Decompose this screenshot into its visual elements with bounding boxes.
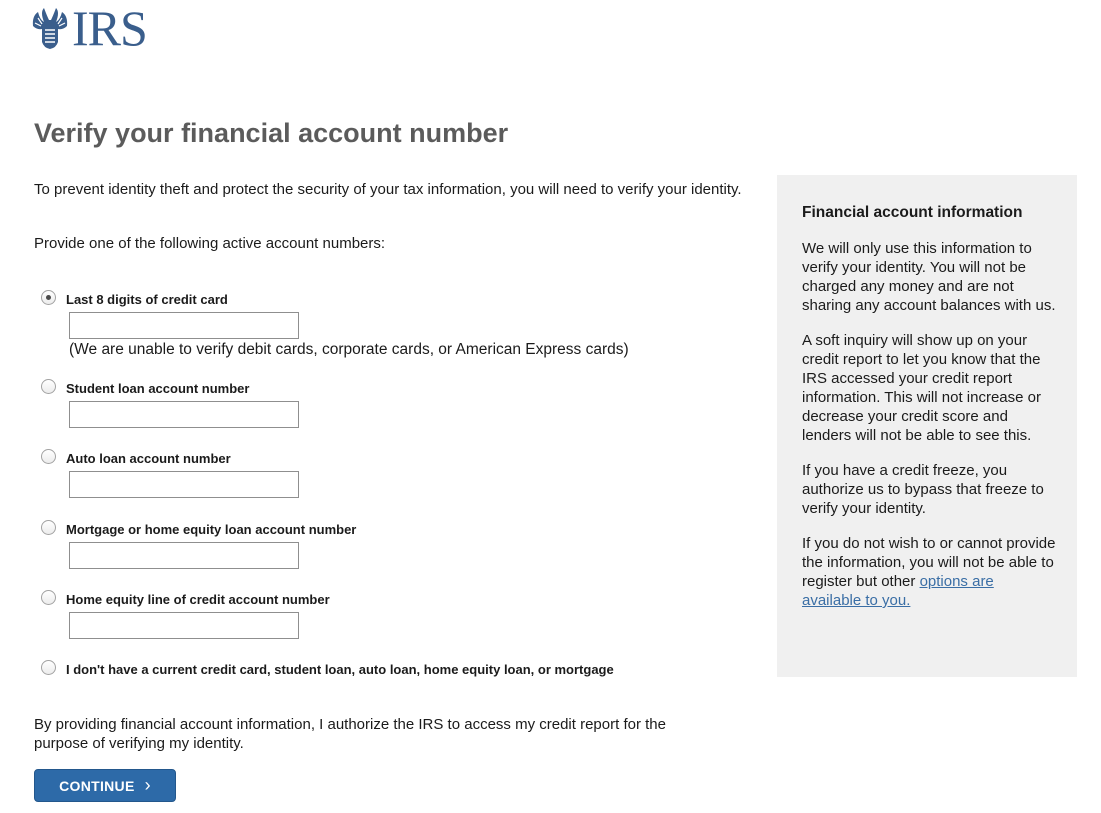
sidebar-paragraph: If you have a credit freeze, you authorize us to bypass that freeze to verify your identity. bbox=[802, 462, 1044, 517]
chevron-right-icon: › bbox=[144, 774, 151, 795]
student-loan-input[interactable] bbox=[69, 401, 299, 428]
radio-auto-loan[interactable] bbox=[41, 449, 56, 464]
sidebar-paragraph-text: If you do not wish to or cannot provide the information, you will not be able to register but other bbox=[802, 535, 1056, 590]
option-label[interactable]: Student loan account number bbox=[66, 381, 250, 396]
option-label[interactable]: Mortgage or home equity loan account number bbox=[66, 522, 357, 537]
radio-credit-card[interactable] bbox=[41, 290, 56, 305]
radio-heloc[interactable] bbox=[41, 590, 56, 605]
continue-button[interactable] bbox=[34, 769, 176, 802]
page-title: Verify your financial account number bbox=[34, 118, 509, 148]
sidebar-title: Financial account information bbox=[802, 204, 1023, 221]
option-label[interactable]: Last 8 digits of credit card bbox=[66, 292, 228, 307]
sidebar-paragraph: A soft inquiry will show up on your credit report to let you know that the IRS accessed your credit report information. This will not increase or decrease your credit score and lenders will not be able to see this. bbox=[802, 332, 1041, 444]
authorize-text: By providing financial account information, I authorize the IRS to access my credit report for the purpose of verifying my identity. bbox=[34, 716, 666, 752]
heloc-input[interactable] bbox=[69, 612, 299, 639]
intro-text: To prevent identity theft and protect the security of your tax information, you will need to verify your identity. bbox=[34, 181, 742, 198]
irs-eagle-icon bbox=[30, 6, 70, 50]
radio-mortgage[interactable] bbox=[41, 520, 56, 535]
mortgage-input[interactable] bbox=[69, 542, 299, 569]
sidebar-paragraph: We will only use this information to verify your identity. You will not be charged any money and are not sharing any account balances with us. bbox=[802, 240, 1056, 314]
credit-card-note: (We are unable to verify debit cards, corporate cards, or American Express cards) bbox=[69, 341, 629, 358]
credit-card-input[interactable] bbox=[69, 312, 299, 339]
irs-logo[interactable] bbox=[30, 0, 147, 56]
continue-label: CONTINUE bbox=[59, 777, 135, 794]
option-label[interactable]: Home equity line of credit account number bbox=[66, 592, 330, 607]
options-available-link[interactable]: options are available to you. bbox=[802, 573, 994, 609]
info-sidebar bbox=[777, 175, 1077, 677]
auto-loan-input[interactable] bbox=[69, 471, 299, 498]
option-label[interactable]: Auto loan account number bbox=[66, 451, 231, 466]
radio-none[interactable] bbox=[41, 660, 56, 675]
radio-student-loan[interactable] bbox=[41, 379, 56, 394]
sidebar-paragraph-options bbox=[802, 534, 1057, 610]
provide-text: Provide one of the following active account numbers: bbox=[34, 235, 386, 252]
option-label[interactable]: I don't have a current credit card, student loan, auto loan, home equity loan, or mortgage bbox=[66, 662, 614, 677]
logo-text: IRS bbox=[72, 0, 147, 56]
